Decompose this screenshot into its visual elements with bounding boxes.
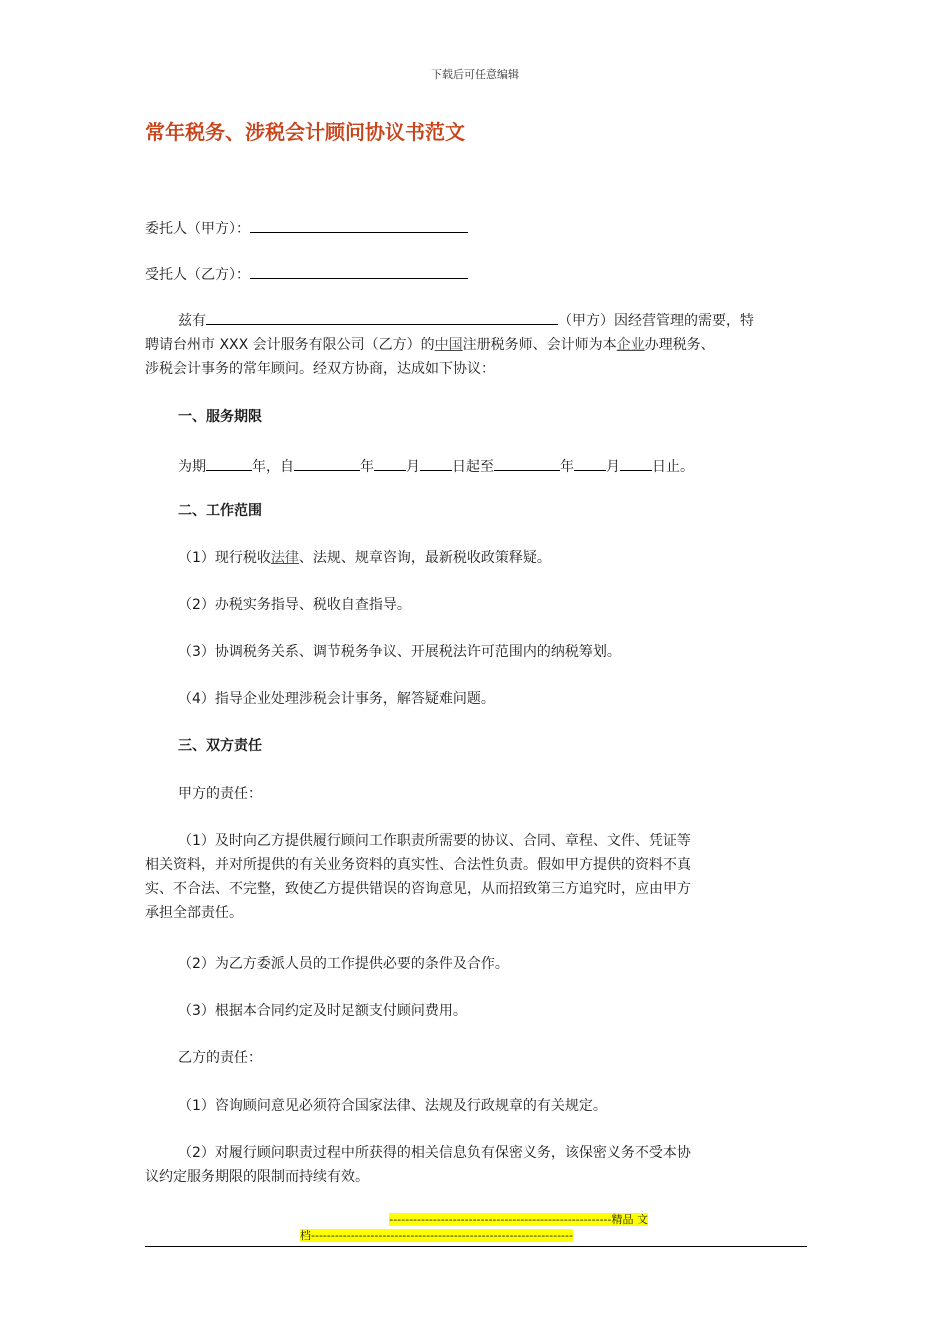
section3-heading: 三、双方责任 [178,738,262,754]
a1-line-4: 承担全部责任。 [145,905,243,921]
term-text-1: 为期 [178,459,206,475]
agent-label: 受托人（乙方）： [145,267,250,283]
intro-line2-b: 注册税务师、会计师为本 [462,337,617,353]
party-a-item-3: （3）根据本合同约定及时足额支付顾问费用。 [178,1003,467,1019]
party-a-item-2: （2）为乙方委派人员的工作提供必要的条件及合作。 [178,956,509,972]
a1-line-2: 相关资料，并对所提供的有关业务资料的真实性、合法性负责。假如甲方提供的资料不真 [145,857,691,873]
header-note: 下载后可任意编辑 [431,68,519,81]
footer-watermark [300,1212,648,1244]
intro-suffix: （甲方）因经营管理的需要，特 [558,313,754,329]
service-term-line [178,454,694,477]
link-law[interactable]: 法律 [270,550,299,566]
term-blank-years [206,454,252,471]
client-label: 委托人（甲方）： [145,221,250,237]
footer-line-2: 档------------------------------------------------------------------ [300,1229,573,1242]
document-title: 常年税务、涉税会计顾问协议书范文 [145,120,465,144]
a1-line-3: 实、不合法、不完整，致使乙方提供错误的咨询意见，从而招致第三方追究时，应由甲方 [145,881,691,897]
term-text-5: 日起至 [452,459,494,475]
intro-blank [206,308,558,325]
intro-line2-a: 聘请台州市 XXX 会计服务有限公司（乙方）的 [145,337,435,353]
agent-blank [250,262,468,279]
scope-item-2: （2）办税实务指导、税收自查指导。 [178,597,411,613]
scope-item-1-a: （1）现行税收 [178,550,271,566]
term-blank-start-day [420,454,452,471]
party-b-label: 乙方的责任： [178,1050,262,1066]
b2-line-2: 议约定服务期限的限制而持续有效。 [145,1169,369,1185]
link-enterprise[interactable]: 企业 [616,337,645,353]
client-blank [250,216,468,233]
party-b-item-1: （1）咨询顾问意见必须符合国家法律、法规及行政规章的有关规定。 [178,1098,607,1114]
scope-item-1 [178,548,551,568]
intro-line3: 涉税会计事务的常年顾问。经双方协商，达成如下协议： [145,361,495,377]
party-a-item-1 [145,829,810,925]
scope-item-3: （3）协调税务关系、调节税务争议、开展税法许可范围内的纳税筹划。 [178,644,621,660]
scope-item-4: （4）指导企业处理涉税会计事务，解答疑难问题。 [178,691,495,707]
party-a-label: 甲方的责任： [178,786,262,802]
term-text-8: 日止。 [652,459,694,475]
term-text-6: 年 [560,459,574,475]
term-text-4: 月 [406,459,420,475]
term-blank-start-month [374,454,406,471]
a1-line-1: （1）及时向乙方提供履行顾问工作职责所需要的协议、合同、章程、文件、凭证等 [178,833,691,849]
intro-line2-c: 办理税务、 [644,337,715,353]
term-blank-start-year [294,454,360,471]
section1-heading: 一、服务期限 [178,409,262,425]
link-china[interactable]: 中国 [434,337,463,353]
term-text-7: 月 [606,459,620,475]
term-text-3: 年 [360,459,374,475]
section2-heading: 二、工作范围 [178,503,262,519]
intro-prefix: 兹有 [178,313,206,329]
term-blank-end-month [574,454,606,471]
footer-line-1: --------------------------------------------------------精品 文 [389,1213,648,1226]
scope-item-1-b: 、法规、规章咨询，最新税收政策释疑。 [298,550,551,566]
footer-divider [145,1246,807,1247]
agent-line [145,262,468,285]
term-blank-end-year [494,454,560,471]
party-b-item-2 [145,1141,810,1189]
b2-line-1: （2）对履行顾问职责过程中所获得的相关信息负有保密义务，该保密义务不受本协 [178,1145,691,1161]
client-line [145,216,468,239]
intro-paragraph [145,308,810,381]
term-blank-end-day [620,454,652,471]
term-text-2: 年，自 [252,459,294,475]
